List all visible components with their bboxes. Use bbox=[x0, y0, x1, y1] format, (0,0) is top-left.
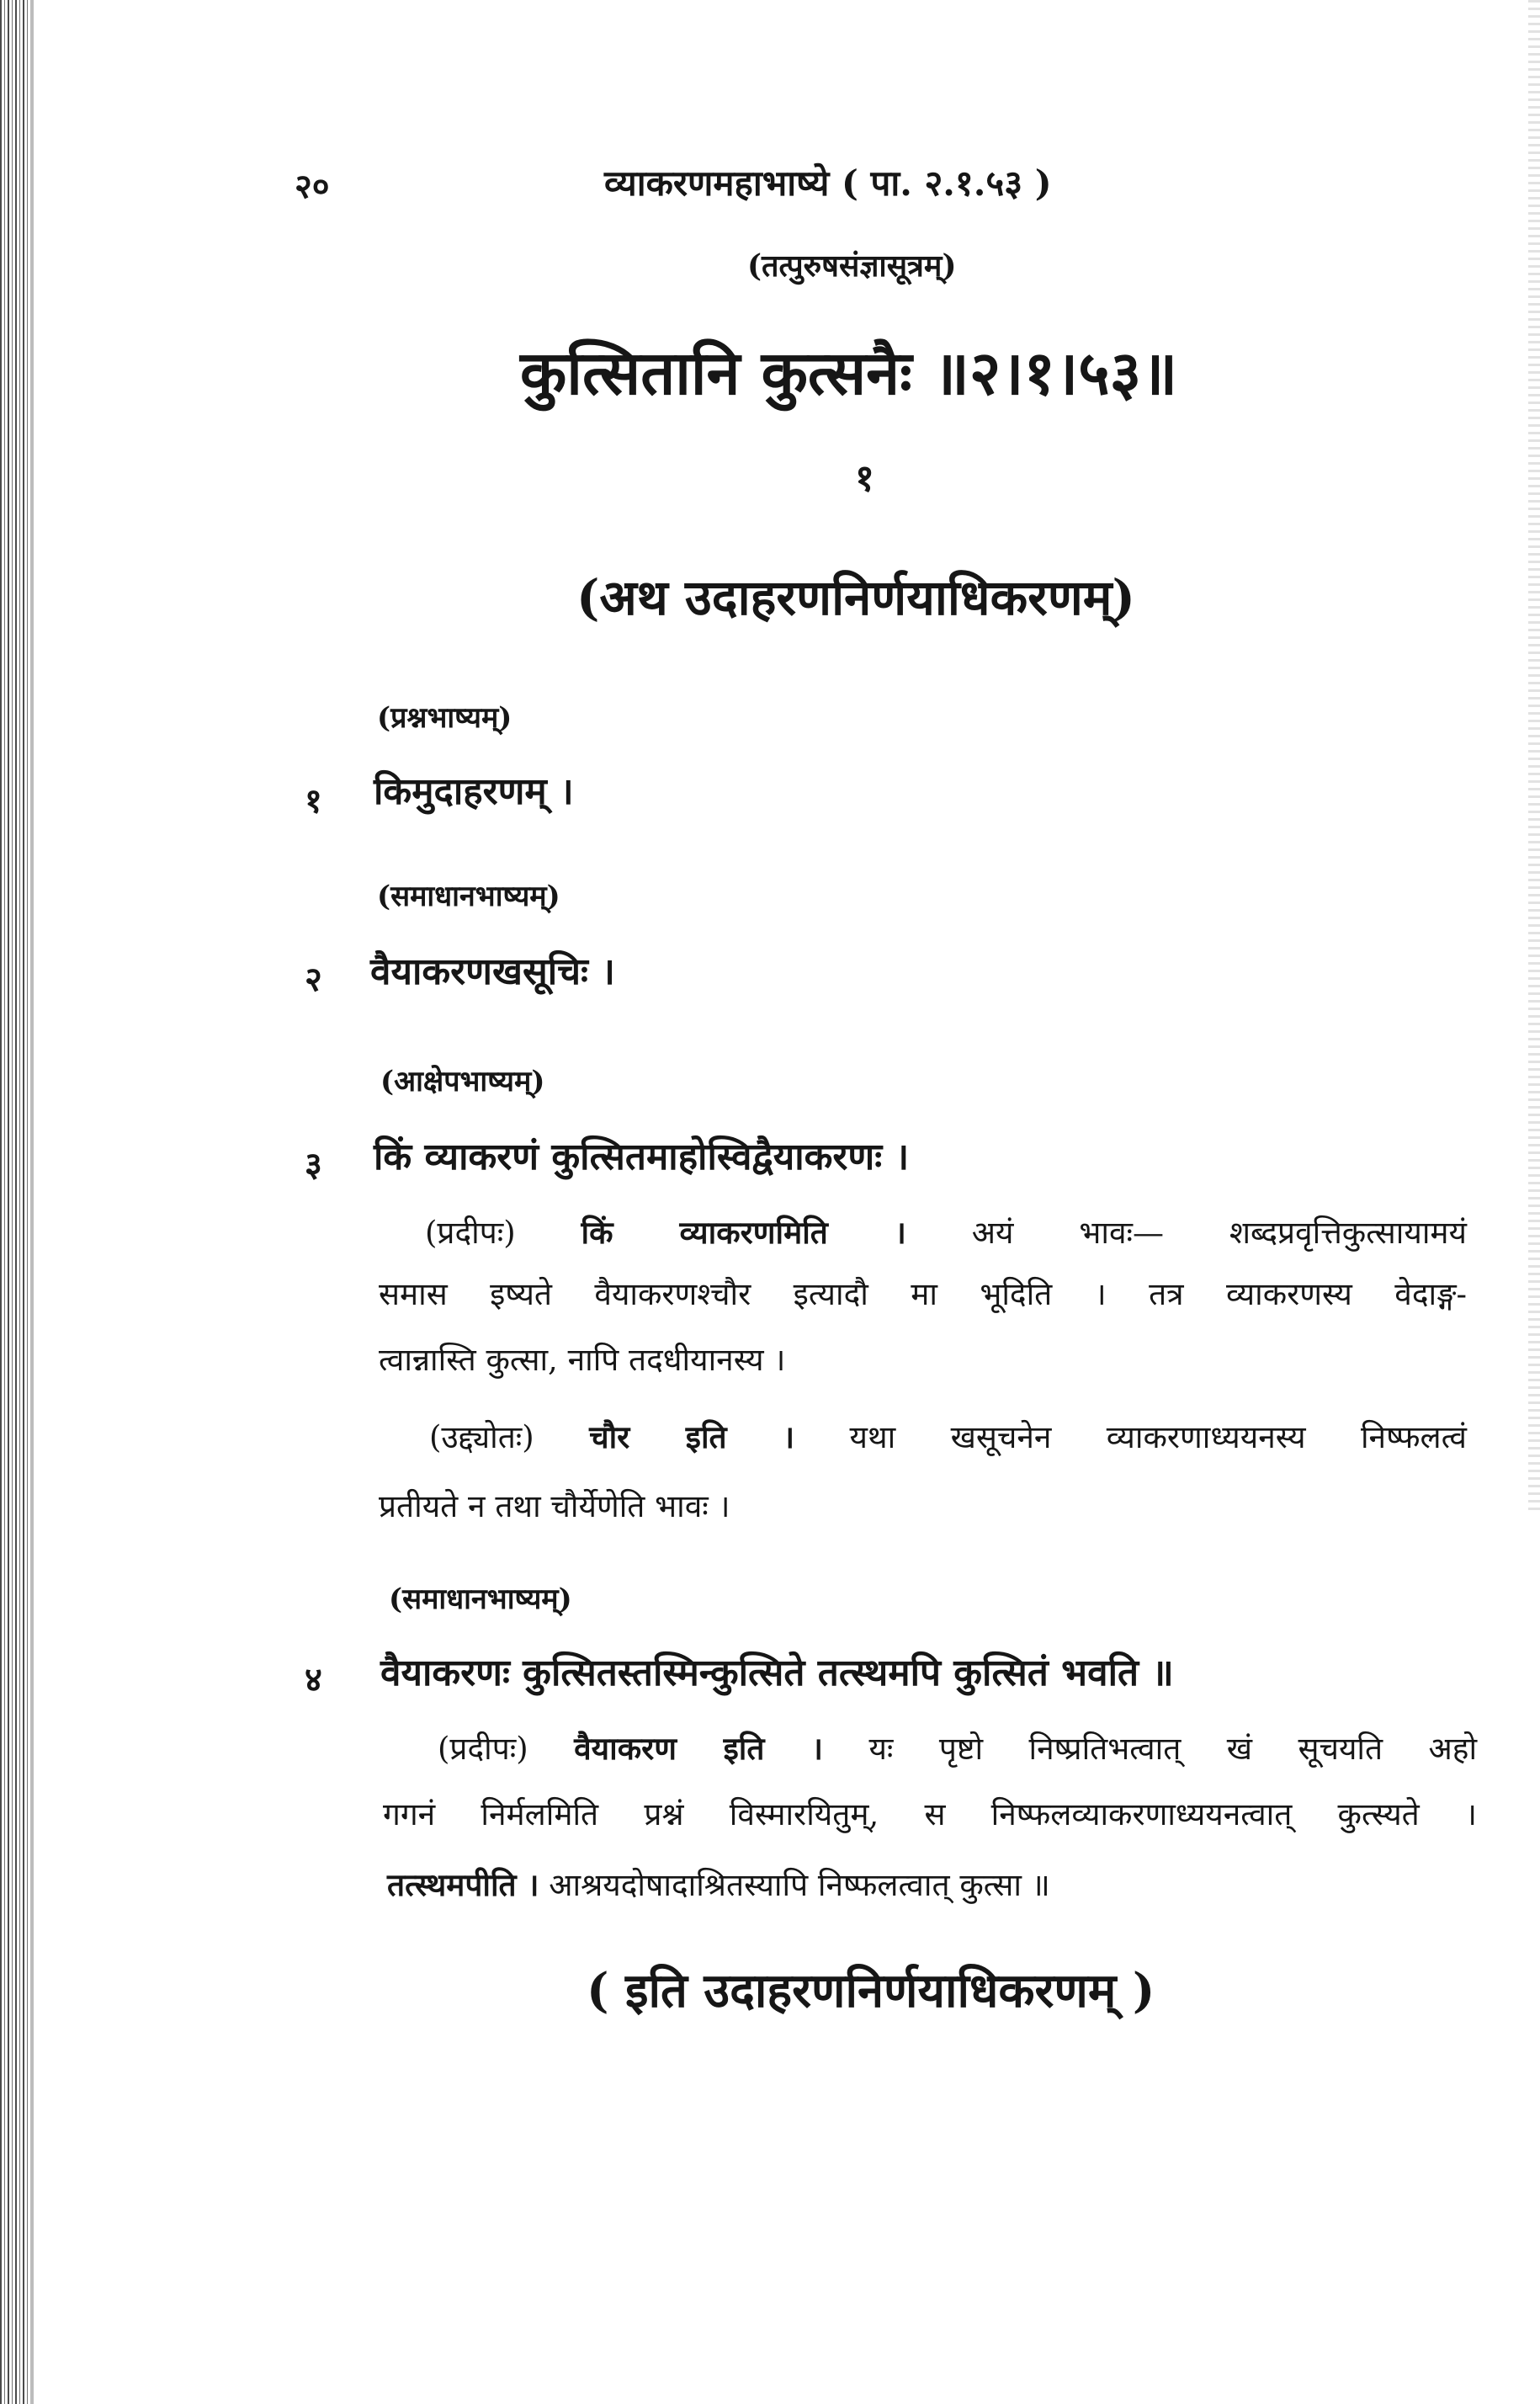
pradipa-commentary-line: समास इष्यते वैयाकरणश्चौर इत्यादौ मा भूदिति । तत्र व्याकरणस्य वेदाङ्ग- bbox=[379, 1276, 1467, 1312]
commentary-text: अयं भावः— शब्दप्रवृत्तिकुत्सायामयं bbox=[971, 1215, 1468, 1251]
running-header: व्याकरणमहाभाष्ये ( पा. २.१.५३ ) bbox=[604, 162, 1052, 204]
bhashya-text: किमुदाहरणम् । bbox=[374, 770, 574, 813]
section-title: (अथ उदाहरणनिर्णयाधिकरणम्) bbox=[576, 569, 1135, 626]
page-number: २० bbox=[295, 167, 330, 206]
bhashya-label: (प्रश्नभाष्यम्) bbox=[377, 701, 512, 735]
item-number: ४ bbox=[305, 1660, 322, 1699]
bhashya-label: (आक्षेपभाष्यम्) bbox=[380, 1065, 545, 1098]
commentary-keyword: तत्स्थमपीति । bbox=[387, 1866, 539, 1903]
commentary-keyword: चौर इति । bbox=[589, 1418, 795, 1455]
commentary-text: आश्रयदोषादाश्रितस्यापि निष्फलत्वात् कुत्सा ॥ bbox=[549, 1867, 1050, 1903]
bhashya-text: वैयाकरणखसूचिः । bbox=[370, 950, 615, 993]
bhashya-label: (समाधानभाष्यम्) bbox=[389, 1582, 572, 1616]
commentary-lead: (उद्द्योतः) bbox=[429, 1419, 534, 1455]
pradipa-commentary-line bbox=[387, 1862, 1050, 1905]
item-number: २ bbox=[305, 960, 322, 999]
commentary-lead: (प्रदीपः) bbox=[425, 1215, 516, 1251]
item-number: ३ bbox=[305, 1145, 322, 1184]
uddyota-commentary-line bbox=[429, 1414, 1467, 1457]
section-closing-title: ( इति उदाहरणनिर्णयाधिकरणम् ) bbox=[587, 1963, 1155, 2018]
book-binding-edge bbox=[0, 0, 30, 2404]
commentary-text: यथा खसूचनेन व्याकरणाध्ययनस्य निष्फलत्वं bbox=[849, 1419, 1467, 1455]
item-number: १ bbox=[305, 781, 322, 821]
commentary-keyword: वैयाकरण इति । bbox=[574, 1730, 824, 1767]
pradipa-commentary-line: गगनं निर्मलमिति प्रश्नं विस्मारयितुम्, स निष्फलव्याकरणाध्ययनत्वात् कुत्स्यते । bbox=[383, 1796, 1477, 1832]
bhashya-text: किं व्याकरणं कुत्सितमाहोस्विद्वैयाकरणः । bbox=[374, 1136, 910, 1178]
section-number: १ bbox=[855, 457, 874, 500]
pradipa-commentary-line: त्वान्नास्ति कुत्सा, नापि तदधीयानस्य । bbox=[379, 1342, 786, 1378]
commentary-text: यः पृष्टो निष्प्रतिभत्वात् खं सूचयति अहो bbox=[868, 1731, 1478, 1767]
binding-shadow bbox=[30, 0, 34, 2404]
bhashya-text: वैयाकरणः कुत्सितस्तस्मिन्कुत्सिते तत्स्थमपि कुत्सितं भवति ॥ bbox=[380, 1651, 1174, 1694]
pradipa-commentary-line bbox=[438, 1726, 1477, 1768]
sutra-title: कुत्सितानि कुत्सनैः ॥२।१।५३॥ bbox=[520, 337, 1178, 408]
bhashya-label: (समाधानभाष्यम्) bbox=[377, 880, 560, 913]
sutra-category-heading: (तत्पुरुषसंज्ञासूत्रम्) bbox=[747, 248, 957, 284]
pradipa-commentary-line bbox=[425, 1210, 1467, 1253]
uddyota-commentary-line: प्रतीयते न तथा चौर्येणेति भावः । bbox=[379, 1488, 730, 1524]
commentary-keyword: किं व्याकरणमिति । bbox=[581, 1214, 906, 1251]
page-edge-right bbox=[1528, 0, 1540, 1515]
commentary-lead: (प्रदीपः) bbox=[438, 1731, 528, 1767]
